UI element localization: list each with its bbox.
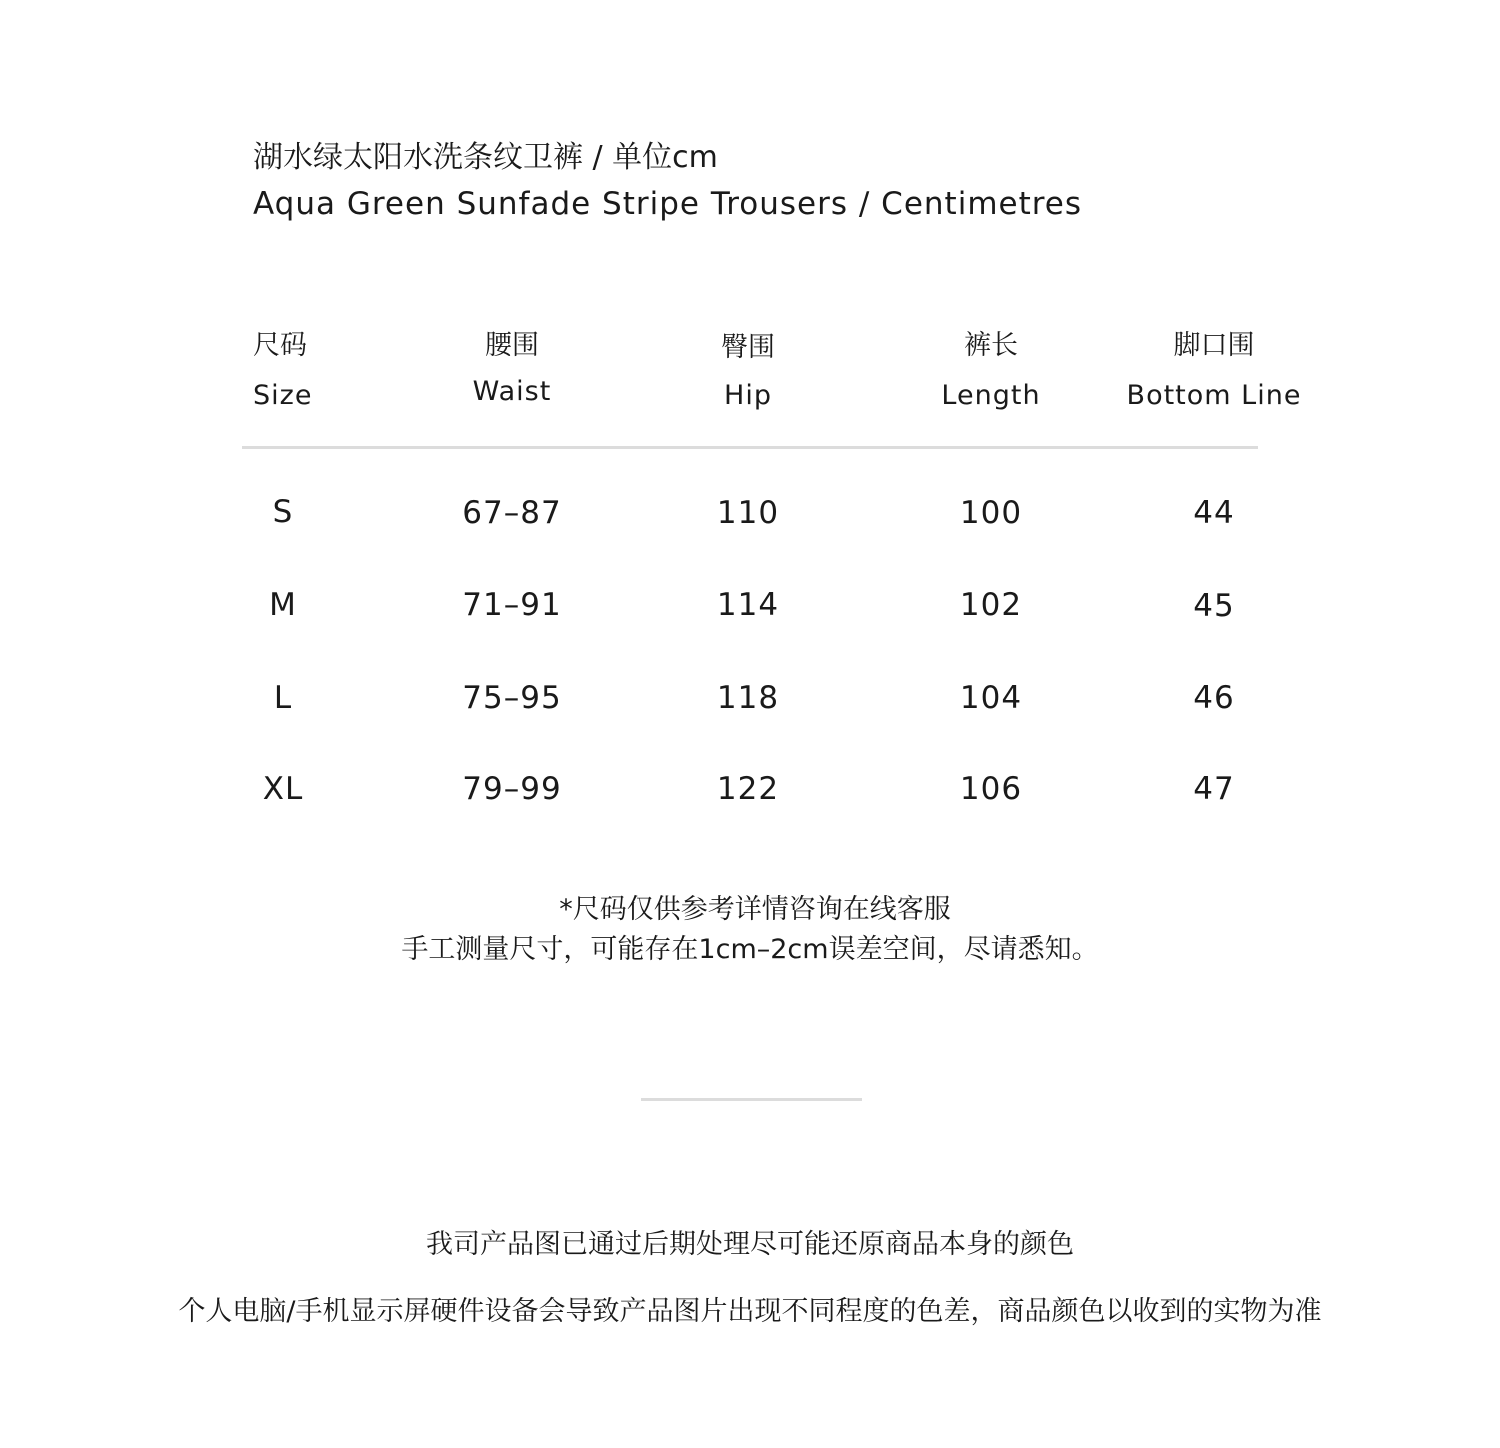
cell-hip-m: 114 [716,587,780,623]
header-hip-en: Hip [724,380,772,411]
note-line-1: *尺码仅供参考详情咨询在线客服 [559,894,951,925]
header-size [223,328,343,414]
cell-waist-m: 71–91 [462,587,562,623]
cell-size-m: M [269,587,297,623]
header-hip-cn: 臀围 [721,332,775,363]
header-bottom-line [1098,328,1330,414]
cell-hip-l: 118 [716,680,780,716]
header-waist [412,328,612,410]
note-line-2: 手工测量尺寸，可能存在1cm–2cm误差空间，尽请悉知。 [401,934,1099,965]
cell-bottom-xl: 47 [1193,771,1235,807]
cell-length-s: 100 [959,495,1023,531]
cell-length-xl: 106 [959,771,1023,807]
header-length-en: Length [941,380,1041,411]
header-bottom-line-cn: 脚口围 [1173,330,1255,361]
cell-waist-s: 67–87 [462,495,562,531]
header-length [891,328,1091,414]
header-length-cn: 裤长 [964,330,1018,361]
disclaimer-line-2: 个人电脑/手机显示屏硬件设备会导致产品图片出现不同程度的色差，商品颜色以收到的实物为准 [178,1296,1322,1327]
cell-bottom-s: 44 [1193,495,1235,531]
header-hip [648,330,848,414]
cell-hip-s: 110 [716,495,780,531]
cell-hip-xl: 122 [716,771,780,807]
header-size-en: Size [253,380,313,411]
header-bottom-line-en: Bottom Line [1126,380,1302,411]
disclaimer-line-1: 我司产品图已通过后期处理尽可能还原商品本身的颜色 [426,1229,1074,1260]
section-divider [641,1098,862,1101]
cell-bottom-l: 46 [1193,680,1235,716]
header-waist-en: Waist [472,376,552,407]
cell-waist-xl: 79–99 [462,771,562,807]
header-size-cn: 尺码 [253,330,307,361]
page-title-en: Aqua Green Sunfade Stripe Trousers / Centimetres [253,186,1083,222]
header-waist-cn: 腰围 [485,330,539,361]
cell-bottom-m: 45 [1193,588,1235,624]
table-divider [242,446,1258,449]
page-title-cn: 湖水绿太阳水洗条纹卫裤 / 单位cm [253,140,718,175]
cell-waist-l: 75–95 [462,680,562,716]
cell-length-l: 104 [959,680,1023,716]
cell-size-xl: XL [262,771,304,807]
cell-length-m: 102 [959,587,1023,623]
cell-size-l: L [273,680,293,716]
cell-size-s: S [272,494,294,530]
